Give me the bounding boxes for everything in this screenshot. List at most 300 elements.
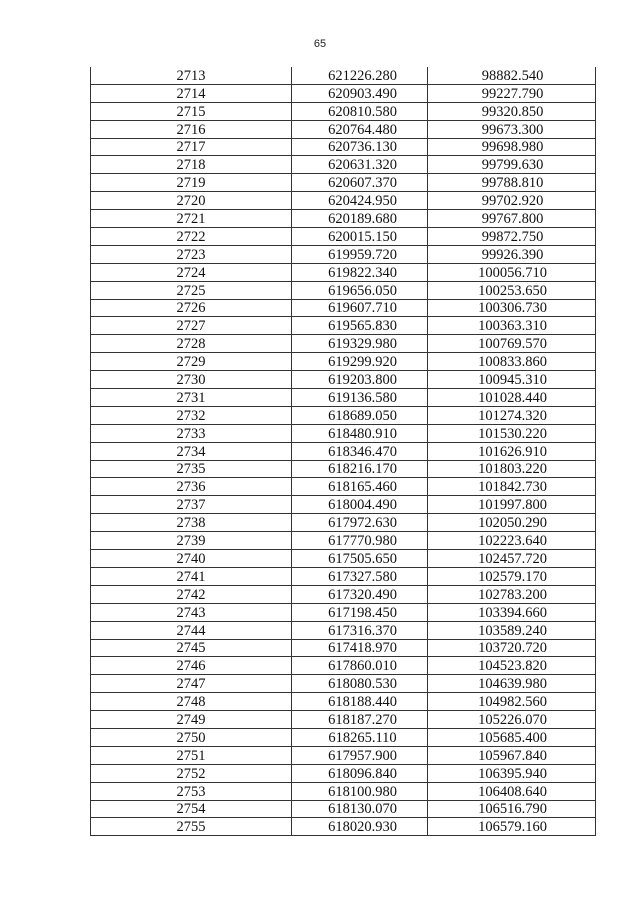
table-row bbox=[91, 693, 596, 711]
x-coordinate-value: 617418.970 bbox=[328, 640, 397, 657]
table-row bbox=[91, 818, 596, 836]
y-coordinate-value: 100769.570 bbox=[478, 336, 547, 353]
x-coordinate-value: 620189.680 bbox=[328, 211, 397, 228]
point-number-cell bbox=[91, 228, 292, 246]
point-number-cell bbox=[91, 460, 292, 478]
y-coordinate-cell bbox=[428, 657, 596, 675]
table-row bbox=[91, 496, 596, 514]
table-row bbox=[91, 603, 596, 621]
y-coordinate-cell bbox=[428, 67, 596, 84]
table-row bbox=[91, 210, 596, 228]
point-number-cell bbox=[91, 550, 292, 568]
point-number-cell bbox=[91, 711, 292, 729]
y-coordinate-cell bbox=[428, 460, 596, 478]
x-coordinate-value: 618165.460 bbox=[328, 479, 397, 496]
point-number-value: 2735 bbox=[176, 461, 206, 478]
x-coordinate-cell bbox=[292, 67, 428, 84]
x-coordinate-cell bbox=[292, 442, 428, 460]
x-coordinate-cell bbox=[292, 228, 428, 246]
y-coordinate-value: 99702.920 bbox=[481, 193, 544, 210]
point-number-cell bbox=[91, 478, 292, 496]
point-number-cell bbox=[91, 782, 292, 800]
table-row bbox=[91, 585, 596, 603]
coordinate-table bbox=[90, 67, 596, 836]
point-number-value: 2739 bbox=[176, 533, 206, 550]
table-row bbox=[91, 639, 596, 657]
x-coordinate-value: 618346.470 bbox=[328, 443, 397, 460]
point-number-cell bbox=[91, 389, 292, 407]
y-coordinate-cell bbox=[428, 192, 596, 210]
y-coordinate-value: 99872.750 bbox=[481, 228, 544, 245]
x-coordinate-cell bbox=[292, 728, 428, 746]
x-coordinate-cell bbox=[292, 263, 428, 281]
table-row bbox=[91, 335, 596, 353]
point-number-cell bbox=[91, 675, 292, 693]
point-number-cell bbox=[91, 746, 292, 764]
y-coordinate-cell bbox=[428, 711, 596, 729]
y-coordinate-value: 101274.320 bbox=[478, 407, 547, 424]
y-coordinate-cell bbox=[428, 675, 596, 693]
table-row bbox=[91, 550, 596, 568]
x-coordinate-cell bbox=[292, 245, 428, 263]
x-coordinate-cell bbox=[292, 764, 428, 782]
x-coordinate-cell bbox=[292, 371, 428, 389]
x-coordinate-cell bbox=[292, 353, 428, 371]
y-coordinate-cell bbox=[428, 389, 596, 407]
point-number-cell bbox=[91, 156, 292, 174]
y-coordinate-cell bbox=[428, 335, 596, 353]
x-coordinate-cell bbox=[292, 317, 428, 335]
coordinate-table-body bbox=[91, 67, 596, 836]
point-number-cell bbox=[91, 764, 292, 782]
x-coordinate-value: 621226.280 bbox=[328, 67, 397, 84]
y-coordinate-cell bbox=[428, 746, 596, 764]
table-row bbox=[91, 764, 596, 782]
y-coordinate-cell bbox=[428, 102, 596, 120]
table-row bbox=[91, 442, 596, 460]
y-coordinate-cell bbox=[428, 263, 596, 281]
y-coordinate-cell bbox=[428, 639, 596, 657]
page-number: 65 bbox=[313, 38, 327, 50]
y-coordinate-cell bbox=[428, 585, 596, 603]
y-coordinate-cell bbox=[428, 782, 596, 800]
x-coordinate-cell bbox=[292, 711, 428, 729]
point-number-value: 2730 bbox=[176, 372, 206, 389]
table-row bbox=[91, 67, 596, 84]
point-number-value: 2737 bbox=[176, 497, 206, 514]
table-row bbox=[91, 424, 596, 442]
x-coordinate-value: 618188.440 bbox=[328, 694, 397, 711]
table-row bbox=[91, 192, 596, 210]
table-row bbox=[91, 245, 596, 263]
point-number-value: 2745 bbox=[176, 640, 206, 657]
point-number-value: 2744 bbox=[176, 622, 206, 639]
table-row bbox=[91, 514, 596, 532]
table-row bbox=[91, 478, 596, 496]
table-row bbox=[91, 746, 596, 764]
point-number-cell bbox=[91, 639, 292, 657]
table-row bbox=[91, 657, 596, 675]
point-number-value: 2722 bbox=[176, 228, 206, 245]
y-coordinate-value: 105685.400 bbox=[478, 729, 547, 746]
x-coordinate-cell bbox=[292, 746, 428, 764]
y-coordinate-value: 106395.940 bbox=[478, 765, 547, 782]
x-coordinate-value: 618080.530 bbox=[328, 676, 397, 693]
y-coordinate-value: 100306.730 bbox=[478, 300, 547, 317]
x-coordinate-value: 617972.630 bbox=[328, 515, 397, 532]
point-number-value: 2748 bbox=[176, 694, 206, 711]
x-coordinate-value: 618480.910 bbox=[328, 425, 397, 442]
point-number-cell bbox=[91, 120, 292, 138]
x-coordinate-value: 617957.900 bbox=[328, 747, 397, 764]
y-coordinate-value: 100253.650 bbox=[478, 282, 547, 299]
point-number-cell bbox=[91, 335, 292, 353]
point-number-value: 2753 bbox=[176, 783, 206, 800]
x-coordinate-cell bbox=[292, 210, 428, 228]
point-number-value: 2750 bbox=[176, 729, 206, 746]
y-coordinate-value: 100056.710 bbox=[478, 264, 547, 281]
point-number-cell bbox=[91, 281, 292, 299]
point-number-cell bbox=[91, 800, 292, 818]
x-coordinate-cell bbox=[292, 818, 428, 836]
x-coordinate-value: 617770.980 bbox=[328, 533, 397, 550]
y-coordinate-value: 103394.660 bbox=[478, 604, 547, 621]
y-coordinate-value: 106579.160 bbox=[478, 819, 547, 836]
point-number-cell bbox=[91, 67, 292, 84]
table-row bbox=[91, 782, 596, 800]
table-row bbox=[91, 389, 596, 407]
point-number-value: 2715 bbox=[176, 103, 206, 120]
x-coordinate-value: 620607.370 bbox=[328, 175, 397, 192]
x-coordinate-value: 617505.650 bbox=[328, 550, 397, 567]
y-coordinate-value: 103589.240 bbox=[478, 622, 547, 639]
y-coordinate-cell bbox=[428, 317, 596, 335]
x-coordinate-cell bbox=[292, 102, 428, 120]
y-coordinate-value: 99788.810 bbox=[481, 175, 544, 192]
table-row bbox=[91, 120, 596, 138]
x-coordinate-value: 617860.010 bbox=[328, 658, 397, 675]
y-coordinate-cell bbox=[428, 567, 596, 585]
x-coordinate-cell bbox=[292, 192, 428, 210]
y-coordinate-cell bbox=[428, 532, 596, 550]
point-number-value: 2733 bbox=[176, 425, 206, 442]
y-coordinate-value: 102783.200 bbox=[478, 586, 547, 603]
x-coordinate-cell bbox=[292, 603, 428, 621]
y-coordinate-cell bbox=[428, 818, 596, 836]
point-number-cell bbox=[91, 245, 292, 263]
point-number-value: 2734 bbox=[176, 443, 206, 460]
point-number-value: 2754 bbox=[176, 801, 206, 818]
y-coordinate-cell bbox=[428, 800, 596, 818]
y-coordinate-cell bbox=[428, 174, 596, 192]
point-number-cell bbox=[91, 102, 292, 120]
x-coordinate-value: 620424.950 bbox=[328, 193, 397, 210]
point-number-value: 2747 bbox=[176, 676, 206, 693]
table-row bbox=[91, 460, 596, 478]
point-number-value: 2726 bbox=[176, 300, 206, 317]
x-coordinate-cell bbox=[292, 532, 428, 550]
y-coordinate-value: 104523.820 bbox=[478, 658, 547, 675]
y-coordinate-value: 103720.720 bbox=[478, 640, 547, 657]
x-coordinate-cell bbox=[292, 657, 428, 675]
y-coordinate-cell bbox=[428, 478, 596, 496]
x-coordinate-value: 618020.930 bbox=[328, 819, 397, 836]
y-coordinate-value: 99698.980 bbox=[481, 139, 544, 156]
x-coordinate-cell bbox=[292, 496, 428, 514]
point-number-value: 2742 bbox=[176, 586, 206, 603]
x-coordinate-value: 619329.980 bbox=[328, 336, 397, 353]
point-number-value: 2728 bbox=[176, 336, 206, 353]
point-number-value: 2720 bbox=[176, 193, 206, 210]
x-coordinate-value: 619136.580 bbox=[328, 389, 397, 406]
x-coordinate-value: 619656.050 bbox=[328, 282, 397, 299]
y-coordinate-cell bbox=[428, 621, 596, 639]
y-coordinate-cell bbox=[428, 138, 596, 156]
x-coordinate-value: 618216.170 bbox=[328, 461, 397, 478]
table-row bbox=[91, 299, 596, 317]
y-coordinate-cell bbox=[428, 84, 596, 102]
x-coordinate-value: 619607.710 bbox=[328, 300, 397, 317]
x-coordinate-cell bbox=[292, 514, 428, 532]
y-coordinate-cell bbox=[428, 550, 596, 568]
y-coordinate-cell bbox=[428, 514, 596, 532]
y-coordinate-cell bbox=[428, 424, 596, 442]
y-coordinate-value: 102223.640 bbox=[478, 533, 547, 550]
table-row bbox=[91, 406, 596, 424]
point-number-cell bbox=[91, 371, 292, 389]
table-row bbox=[91, 567, 596, 585]
y-coordinate-cell bbox=[428, 120, 596, 138]
x-coordinate-cell bbox=[292, 585, 428, 603]
x-coordinate-cell bbox=[292, 675, 428, 693]
x-coordinate-cell bbox=[292, 84, 428, 102]
x-coordinate-cell bbox=[292, 156, 428, 174]
x-coordinate-cell bbox=[292, 299, 428, 317]
y-coordinate-cell bbox=[428, 245, 596, 263]
x-coordinate-cell bbox=[292, 550, 428, 568]
y-coordinate-value: 99799.630 bbox=[481, 157, 544, 174]
point-number-value: 2716 bbox=[176, 121, 206, 138]
point-number-value: 2721 bbox=[176, 211, 206, 228]
y-coordinate-value: 100363.310 bbox=[478, 318, 547, 335]
y-coordinate-value: 101842.730 bbox=[478, 479, 547, 496]
point-number-cell bbox=[91, 210, 292, 228]
y-coordinate-value: 105967.840 bbox=[478, 747, 547, 764]
x-coordinate-value: 620903.490 bbox=[328, 85, 397, 102]
y-coordinate-cell bbox=[428, 496, 596, 514]
y-coordinate-value: 99320.850 bbox=[481, 103, 544, 120]
y-coordinate-value: 102457.720 bbox=[478, 550, 547, 567]
x-coordinate-cell bbox=[292, 389, 428, 407]
point-number-cell bbox=[91, 532, 292, 550]
x-coordinate-value: 618096.840 bbox=[328, 765, 397, 782]
point-number-value: 2755 bbox=[176, 819, 206, 836]
point-number-value: 2719 bbox=[176, 175, 206, 192]
x-coordinate-cell bbox=[292, 460, 428, 478]
x-coordinate-value: 618187.270 bbox=[328, 711, 397, 728]
x-coordinate-value: 620015.150 bbox=[328, 228, 397, 245]
y-coordinate-value: 106516.790 bbox=[478, 801, 547, 818]
x-coordinate-value: 620810.580 bbox=[328, 103, 397, 120]
x-coordinate-cell bbox=[292, 138, 428, 156]
y-coordinate-cell bbox=[428, 406, 596, 424]
x-coordinate-value: 619822.340 bbox=[328, 264, 397, 281]
point-number-cell bbox=[91, 657, 292, 675]
point-number-cell bbox=[91, 585, 292, 603]
y-coordinate-value: 102050.290 bbox=[478, 515, 547, 532]
point-number-cell bbox=[91, 353, 292, 371]
point-number-cell bbox=[91, 192, 292, 210]
y-coordinate-value: 99926.390 bbox=[481, 246, 544, 263]
x-coordinate-cell bbox=[292, 693, 428, 711]
x-coordinate-cell bbox=[292, 567, 428, 585]
point-number-value: 2723 bbox=[176, 246, 206, 263]
table-row bbox=[91, 263, 596, 281]
x-coordinate-value: 619565.830 bbox=[328, 318, 397, 335]
y-coordinate-cell bbox=[428, 281, 596, 299]
y-coordinate-value: 101028.440 bbox=[478, 389, 547, 406]
y-coordinate-cell bbox=[428, 156, 596, 174]
x-coordinate-cell bbox=[292, 281, 428, 299]
point-number-cell bbox=[91, 263, 292, 281]
table-row bbox=[91, 728, 596, 746]
y-coordinate-cell bbox=[428, 693, 596, 711]
point-number-cell bbox=[91, 496, 292, 514]
point-number-cell bbox=[91, 406, 292, 424]
y-coordinate-value: 99227.790 bbox=[481, 85, 544, 102]
y-coordinate-value: 101997.800 bbox=[478, 497, 547, 514]
point-number-value: 2751 bbox=[176, 747, 206, 764]
x-coordinate-value: 618004.490 bbox=[328, 497, 397, 514]
point-number-value: 2743 bbox=[176, 604, 206, 621]
point-number-value: 2725 bbox=[176, 282, 206, 299]
y-coordinate-cell bbox=[428, 764, 596, 782]
point-number-value: 2724 bbox=[176, 264, 206, 281]
x-coordinate-value: 619203.800 bbox=[328, 372, 397, 389]
point-number-value: 2717 bbox=[176, 139, 206, 156]
y-coordinate-cell bbox=[428, 228, 596, 246]
point-number-cell bbox=[91, 317, 292, 335]
x-coordinate-cell bbox=[292, 800, 428, 818]
point-number-cell bbox=[91, 621, 292, 639]
x-coordinate-cell bbox=[292, 174, 428, 192]
y-coordinate-cell bbox=[428, 442, 596, 460]
x-coordinate-cell bbox=[292, 621, 428, 639]
y-coordinate-value: 101626.910 bbox=[478, 443, 547, 460]
x-coordinate-cell bbox=[292, 406, 428, 424]
table-row bbox=[91, 317, 596, 335]
y-coordinate-value: 98882.540 bbox=[481, 67, 544, 84]
point-number-value: 2731 bbox=[176, 389, 206, 406]
table-row bbox=[91, 532, 596, 550]
y-coordinate-cell bbox=[428, 728, 596, 746]
x-coordinate-value: 617320.490 bbox=[328, 586, 397, 603]
y-coordinate-cell bbox=[428, 371, 596, 389]
point-number-cell bbox=[91, 818, 292, 836]
x-coordinate-value: 618100.980 bbox=[328, 783, 397, 800]
point-number-value: 2746 bbox=[176, 658, 206, 675]
point-number-cell bbox=[91, 174, 292, 192]
point-number-cell bbox=[91, 442, 292, 460]
point-number-value: 2752 bbox=[176, 765, 206, 782]
x-coordinate-cell bbox=[292, 782, 428, 800]
x-coordinate-value: 618689.050 bbox=[328, 407, 397, 424]
table-row bbox=[91, 800, 596, 818]
y-coordinate-value: 101530.220 bbox=[478, 425, 547, 442]
y-coordinate-value: 100945.310 bbox=[478, 372, 547, 389]
point-number-value: 2732 bbox=[176, 407, 206, 424]
coordinate-table-container bbox=[90, 67, 592, 836]
table-row bbox=[91, 353, 596, 371]
table-row bbox=[91, 174, 596, 192]
table-row bbox=[91, 228, 596, 246]
point-number-value: 2738 bbox=[176, 515, 206, 532]
y-coordinate-value: 102579.170 bbox=[478, 568, 547, 585]
point-number-value: 2736 bbox=[176, 479, 206, 496]
point-number-value: 2713 bbox=[176, 67, 206, 84]
point-number-value: 2740 bbox=[176, 550, 206, 567]
point-number-value: 2729 bbox=[176, 354, 206, 371]
x-coordinate-value: 618130.070 bbox=[328, 801, 397, 818]
x-coordinate-value: 620764.480 bbox=[328, 121, 397, 138]
y-coordinate-value: 104639.980 bbox=[478, 676, 547, 693]
point-number-cell bbox=[91, 299, 292, 317]
point-number-cell bbox=[91, 728, 292, 746]
x-coordinate-cell bbox=[292, 424, 428, 442]
x-coordinate-cell bbox=[292, 120, 428, 138]
point-number-value: 2741 bbox=[176, 568, 206, 585]
point-number-value: 2749 bbox=[176, 711, 206, 728]
x-coordinate-value: 619959.720 bbox=[328, 246, 397, 263]
table-row bbox=[91, 138, 596, 156]
x-coordinate-value: 618265.110 bbox=[328, 729, 397, 746]
y-coordinate-cell bbox=[428, 353, 596, 371]
table-row bbox=[91, 84, 596, 102]
table-row bbox=[91, 156, 596, 174]
x-coordinate-cell bbox=[292, 639, 428, 657]
x-coordinate-value: 620736.130 bbox=[328, 139, 397, 156]
table-row bbox=[91, 711, 596, 729]
point-number-cell bbox=[91, 567, 292, 585]
table-row bbox=[91, 371, 596, 389]
x-coordinate-value: 619299.920 bbox=[328, 354, 397, 371]
point-number-cell bbox=[91, 514, 292, 532]
x-coordinate-value: 617316.370 bbox=[328, 622, 397, 639]
y-coordinate-value: 99767.800 bbox=[481, 211, 544, 228]
y-coordinate-cell bbox=[428, 210, 596, 228]
point-number-value: 2727 bbox=[176, 318, 206, 335]
y-coordinate-cell bbox=[428, 299, 596, 317]
x-coordinate-value: 620631.320 bbox=[328, 157, 397, 174]
y-coordinate-value: 99673.300 bbox=[481, 121, 544, 138]
table-row bbox=[91, 102, 596, 120]
y-coordinate-value: 100833.860 bbox=[478, 354, 547, 371]
y-coordinate-value: 105226.070 bbox=[478, 711, 547, 728]
y-coordinate-value: 106408.640 bbox=[478, 783, 547, 800]
point-number-cell bbox=[91, 138, 292, 156]
y-coordinate-cell bbox=[428, 603, 596, 621]
point-number-cell bbox=[91, 603, 292, 621]
table-row bbox=[91, 281, 596, 299]
point-number-cell bbox=[91, 693, 292, 711]
table-row bbox=[91, 621, 596, 639]
y-coordinate-value: 104982.560 bbox=[478, 694, 547, 711]
x-coordinate-cell bbox=[292, 478, 428, 496]
y-coordinate-value: 101803.220 bbox=[478, 461, 547, 478]
point-number-value: 2718 bbox=[176, 157, 206, 174]
x-coordinate-value: 617198.450 bbox=[328, 604, 397, 621]
x-coordinate-value: 617327.580 bbox=[328, 568, 397, 585]
